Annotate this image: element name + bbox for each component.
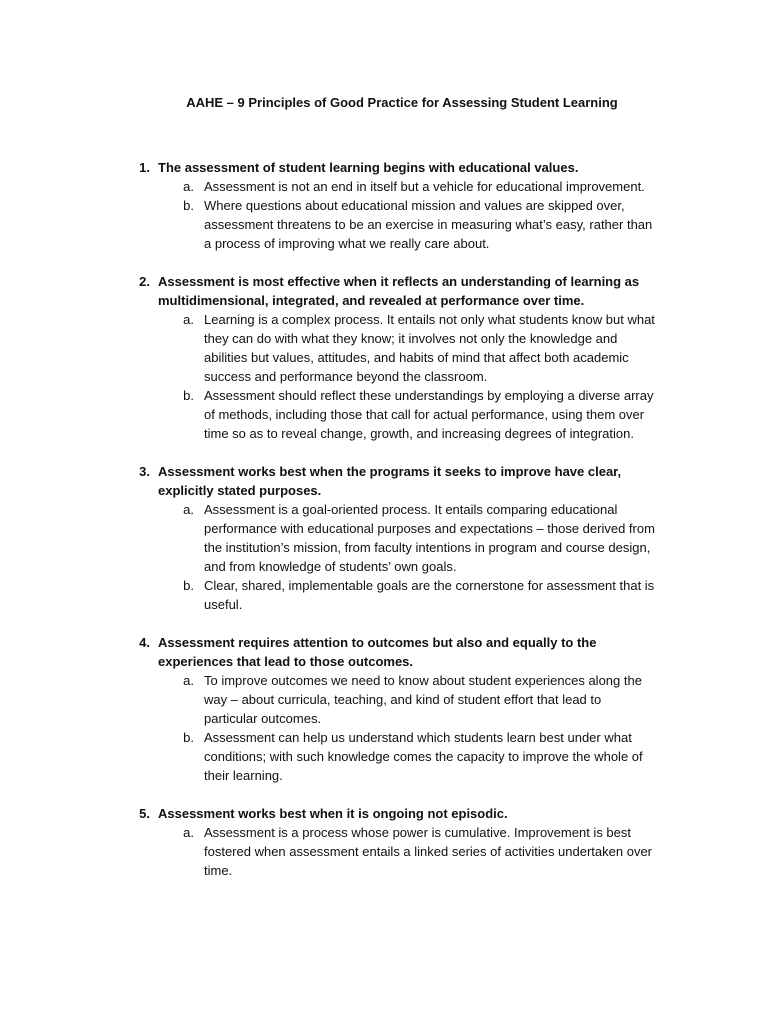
principle-number: 2. — [139, 274, 150, 289]
sub-point-letter: b. — [183, 198, 194, 213]
principle-2 — [120, 272, 658, 443]
principle-5 — [120, 804, 658, 880]
sub-point-list — [120, 310, 658, 443]
sub-point-text: Assessment is not an end in itself but a vehicle for educational improvement. — [204, 179, 645, 194]
sub-point-list — [120, 671, 658, 785]
principle-3 — [120, 462, 658, 614]
document-title: AAHE – 9 Principles of Good Practice for Assessing Student Learning — [186, 95, 618, 110]
sub-point-letter: b. — [183, 388, 194, 403]
principle-heading: Assessment works best when it is ongoing not episodic. — [158, 806, 508, 821]
principle-number: 5. — [139, 806, 150, 821]
sub-point-text: Clear, shared, implementable goals are the cornerstone for assessment that is useful. — [204, 578, 655, 612]
sub-point-letter: a. — [183, 312, 194, 327]
sub-point — [120, 386, 658, 443]
sub-point-letter: a. — [183, 673, 194, 688]
sub-point-text: To improve outcomes we need to know about student experiences along the way – about curricula, teaching, and kind of student effort that lead to particular outcomes. — [204, 673, 642, 726]
sub-point-text: Assessment is a goal-oriented process. It entails comparing educational performance with educational purposes and expectations – those derived from the institution’s mission, from faculty intentions in program and course design, and from knowledge of students’ own goals. — [204, 502, 655, 574]
sub-point-letter: b. — [183, 730, 194, 745]
sub-point-letter: a. — [183, 502, 194, 517]
sub-point — [120, 728, 658, 785]
sub-point-list — [120, 500, 658, 614]
sub-point — [120, 177, 658, 196]
principle-number: 4. — [139, 635, 150, 650]
principle-number: 3. — [139, 464, 150, 479]
sub-point — [120, 500, 658, 576]
sub-point-text: Learning is a complex process. It entails not only what students know but what they can do with what they know; it involves not only the knowledge and abilities but values, attitudes, and habits of mind that affect both academic success and performance beyond the classroom. — [204, 312, 655, 384]
principle-4 — [120, 633, 658, 785]
sub-point-text: Assessment can help us understand which students learn best under what conditions; with such knowledge comes the capacity to improve the whole of their learning. — [204, 730, 643, 783]
principle-heading: Assessment is most effective when it reflects an understanding of learning as multidimensional, integrated, and revealed at performance over time. — [158, 274, 640, 308]
sub-point — [120, 823, 658, 880]
principle-1 — [120, 158, 658, 253]
sub-point-list — [120, 177, 658, 253]
sub-point-text: Assessment is a process whose power is cumulative. Improvement is best fostered when assessment entails a linked series of activities undertaken over time. — [204, 825, 653, 878]
sub-point — [120, 576, 658, 614]
principle-number: 1. — [139, 160, 150, 175]
sub-point-letter: b. — [183, 578, 194, 593]
sub-point — [120, 671, 658, 728]
sub-point-letter: a. — [183, 825, 194, 840]
sub-point — [120, 310, 658, 386]
sub-point-text: Assessment should reflect these understandings by employing a diverse array of methods, including those that call for actual performance, using them over time so as to reveal change, growth, and increasing degrees of integration. — [204, 388, 654, 441]
principle-heading: Assessment works best when the programs it seeks to improve have clear, explicitly stated purposes. — [158, 464, 622, 498]
sub-point-text: Where questions about educational mission and values are skipped over, assessment threatens to be an exercise in measuring what’s easy, rather than a process of improving what we really care about. — [204, 198, 653, 251]
sub-point-list — [120, 823, 658, 880]
sub-point-letter: a. — [183, 179, 194, 194]
principle-heading: Assessment requires attention to outcomes but also and equally to the experiences that lead to those outcomes. — [158, 635, 597, 669]
sub-point — [120, 196, 658, 253]
principle-heading: The assessment of student learning begins with educational values. — [158, 160, 579, 175]
